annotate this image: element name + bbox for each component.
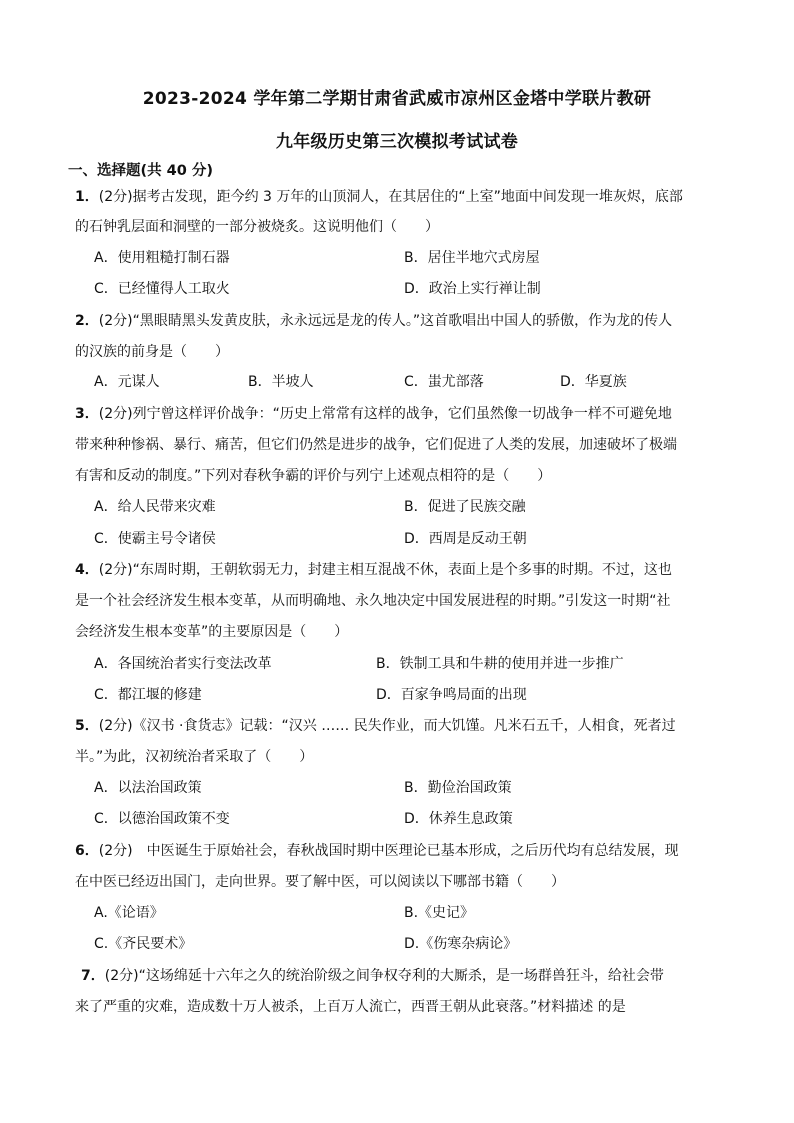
question-number: 5． (75, 718, 99, 734)
option-b: B．半坡人 (248, 374, 314, 390)
option-b: B．勤俭治国政策 (404, 780, 512, 796)
question-number: 7． (81, 968, 105, 984)
question-text-line: 据考古发现，距今约 3 万年的山顶洞人，在其居住的“上室”地面中间发现一堆灰烬，底部 (132, 189, 683, 205)
option-a: A．使用粗糙打制石器 (94, 250, 230, 266)
question-text-line: 半。”为此，汉初统治者采取了（ ） (75, 749, 314, 765)
exam-title-line1: 2023-2024 学年第二学期甘肃省武威市凉州区金塔中学联片教研 (142, 89, 652, 109)
question-points: (2分) (98, 562, 133, 578)
option-c: C.《齐民要术》 (94, 936, 193, 952)
question-2 (75, 311, 725, 331)
option-b: B．促进了民族交融 (404, 499, 526, 515)
option-c: C．已经懂得人工取火 (94, 281, 230, 297)
option-c: C．以德治国政策不变 (94, 811, 230, 827)
question-text-line: 中医诞生于原始社会，春秋战国时期中医理论已基本形成，之后历代均有总结发展，现 (132, 843, 679, 859)
section-heading: 一、选择题(共 40 分) (68, 163, 214, 179)
option-a: A．元谋人 (94, 374, 160, 390)
question-text-line: 《汉书 ·食货志》记载：“汉兴 …… 民失作业，而大饥馑。凡米石五千，人相食，死者过 (132, 718, 676, 734)
question-points: (2分) (98, 406, 133, 422)
exam-title-line2: 九年级历史第三次模拟考试试卷 (275, 132, 519, 152)
option-a: A．各国统治者实行变法改革 (94, 656, 272, 672)
option-d: D．西周是反动王朝 (404, 531, 527, 547)
option-a: A．给人民带来灾难 (94, 499, 216, 515)
question-number: 4． (75, 562, 99, 578)
question-points: (2分) (104, 968, 139, 984)
option-b: B.《史记》 (404, 905, 475, 921)
option-c: C．使霸主号令诸侯 (94, 531, 216, 547)
option-b: B．铁制工具和牛耕的使用并进一步推广 (376, 656, 624, 672)
question-points: (2分) (98, 718, 133, 734)
question-text-line: “黑眼睛黑头发黄皮肤，永永远远是龙的传人。”这首歌唱出中国人的骄傲，作为龙的传人 (132, 313, 673, 329)
option-d: D．百家争鸣局面的出现 (376, 687, 527, 703)
question-text-line: 在中医已经迈出国门，走向世界。要了解中医，可以阅读以下哪部书籍（ ） (75, 874, 565, 890)
question-number: 1． (75, 189, 99, 205)
question-text-line: “这场绵延十六年之久的统治阶级之间争权夺利的大厮杀，是一场群兽狂斗，给社会带 (138, 968, 664, 984)
question-text-line: 会经济发生根本变革”的主要原因是（ ） (75, 624, 349, 640)
question-number: 3． (75, 406, 99, 422)
option-d: D．政治上实行禅让制 (404, 281, 541, 297)
question-4 (75, 560, 725, 580)
question-text-line: “东周时期，王朝软弱无力，封建主相互混战不休，表面上是个多事的时期。不过，这也 (132, 562, 672, 578)
question-7 (81, 966, 731, 986)
option-d: D．休养生息政策 (404, 811, 513, 827)
question-points: (2分) (98, 189, 133, 205)
option-c: C．都江堰的修建 (94, 687, 202, 703)
option-d: D．华夏族 (560, 374, 627, 390)
question-3 (75, 404, 725, 424)
question-text-line: 的汉族的前身是（ ） (75, 344, 229, 360)
question-6 (75, 841, 725, 861)
question-number: 6． (75, 843, 99, 859)
option-b: B．居住半地穴式房屋 (404, 250, 540, 266)
question-number: 2． (75, 313, 99, 329)
question-text-line: 是一个社会经济发生根本变革，从而明确地、永久地决定中国发展进程的时期。”引发这一时期“社 (75, 593, 671, 609)
question-points: (2分) (98, 313, 133, 329)
question-text-line: 列宁曾这样评价战争：“历史上常常有这样的战争，它们虽然像一切战争一样不可避免地 (132, 406, 672, 422)
option-c: C．蚩尤部落 (404, 374, 484, 390)
question-text-line: 有害和反动的制度。”下列对春秋争霸的评价与列宁上述观点相符的是（ ） (75, 468, 552, 484)
option-a: A．以法治国政策 (94, 780, 202, 796)
option-d: D.《伤寒杂病论》 (404, 936, 518, 952)
question-text-line: 的石钟乳层面和洞壁的一部分被烧炙。这说明他们（ ） (75, 219, 439, 235)
question-1 (75, 187, 725, 207)
question-text-line: 带来种种惨祸、暴行、痛苦，但它们仍然是进步的战争，它们促进了人类的发展，加速破坏了极端 (75, 437, 677, 453)
question-5 (75, 716, 725, 736)
question-points: (2分) (98, 843, 133, 859)
option-a: A.《论语》 (94, 905, 164, 921)
question-text-line: 来了严重的灾难，造成数十万人被杀，上百万人流亡，西晋王朝从此衰落。”材料描述 的是 (75, 999, 626, 1015)
